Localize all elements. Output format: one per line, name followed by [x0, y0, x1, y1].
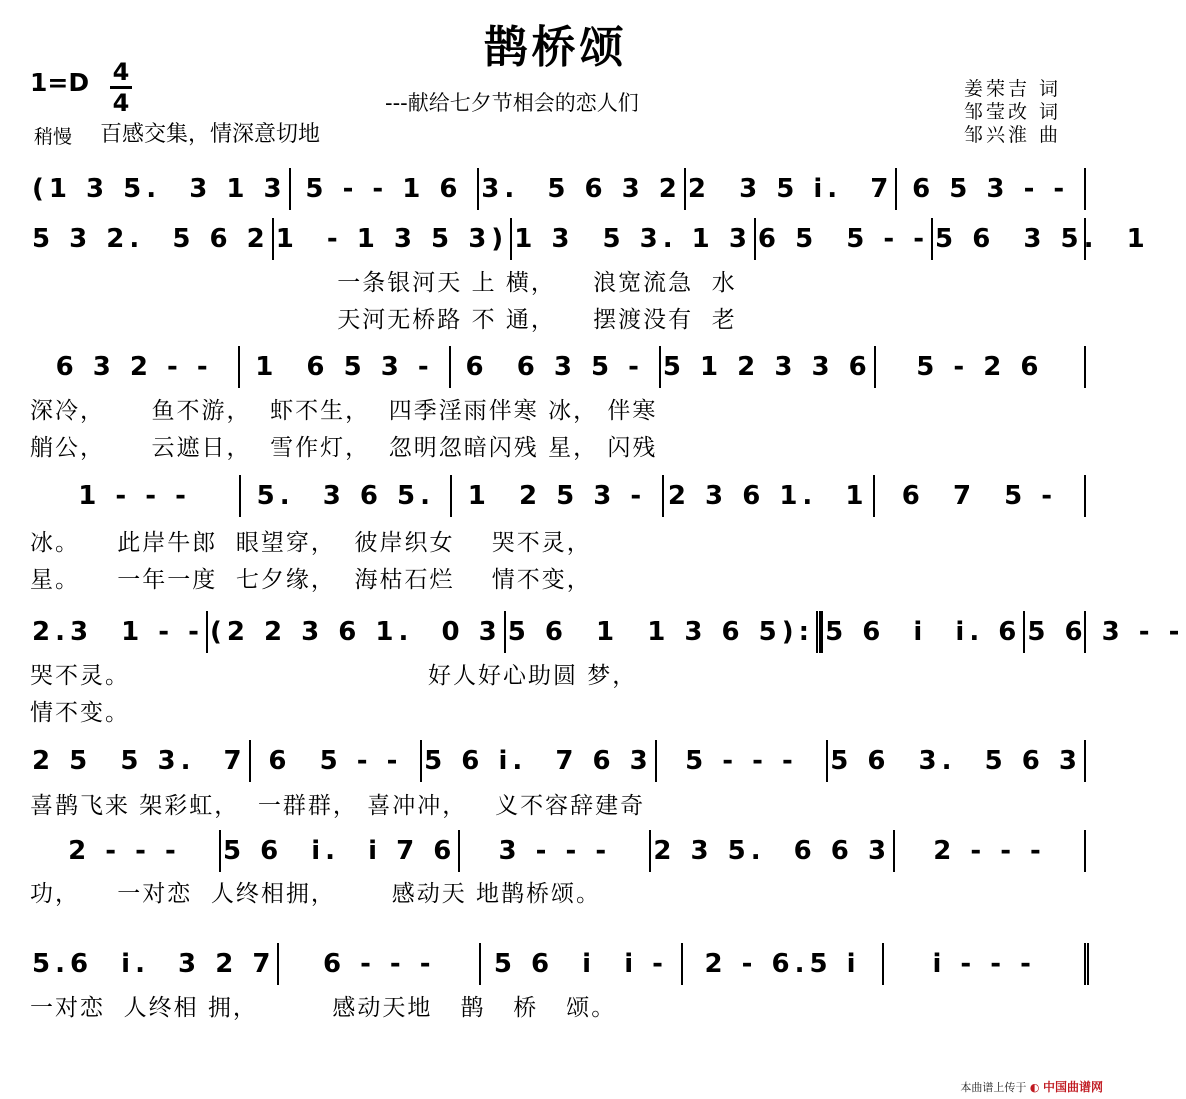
measure-notes: 6 6 3 5 - — [465, 352, 644, 382]
measure-notes: 6 - - - — [322, 949, 436, 979]
measure-notes: i - - - — [932, 949, 1036, 979]
measure-notes: 2 3 5 i. 7 — [687, 174, 894, 204]
site-logo-icon: ◐ — [1029, 1081, 1040, 1094]
key-signature: 1=D — [30, 68, 90, 97]
footer-text: 本曲谱上传于 — [960, 1081, 1027, 1094]
measure-notes: 3 - - - — [498, 836, 612, 866]
song-title: 鹊桥颂 — [483, 22, 628, 73]
measure-notes: (2 2 3 6 1. 0 3 — [209, 617, 502, 647]
measure-notes: 6 5 3 - - — [912, 174, 1070, 204]
score-line — [30, 740, 1086, 782]
tempo-marking: 稍慢 — [34, 126, 73, 148]
lyric-line: 深冷， 鱼不游， 虾不生， 四季淫雨伴寒 冰， 伴寒 — [30, 398, 658, 424]
measure-notes: 5. 3 6 5. — [256, 481, 435, 511]
measure-notes: 5 6 i. 7 6 3 — [424, 746, 653, 776]
score-line — [30, 218, 1150, 260]
score-line — [30, 168, 1086, 210]
measure — [450, 475, 661, 517]
measure — [684, 168, 895, 210]
measure — [239, 475, 450, 517]
credit-lyricist: 姜荣吉 词 — [964, 78, 1062, 100]
measure — [873, 475, 1084, 517]
measure-notes: 5 - - - — [685, 746, 798, 776]
measure — [206, 611, 504, 653]
measure — [510, 218, 754, 260]
measure-notes: 6 5 - - — [268, 746, 403, 776]
measure — [893, 830, 1084, 872]
measure — [504, 611, 821, 653]
measure — [30, 943, 277, 985]
measure — [874, 346, 1084, 388]
score-line — [30, 611, 1185, 653]
credit-lyric-editor: 邹莹改 词 — [964, 100, 1062, 123]
measure-notes: 5 6 3 5. 1 — [935, 224, 1150, 254]
lyric-line: 冰。 此岸牛郎 眼望穿， 彼岸织女 哭不灵， — [30, 530, 592, 556]
measure — [30, 346, 238, 388]
lyric-line: 功， 一对恋 人终相拥， 感动天 地鹊桥颂。 — [30, 881, 602, 907]
measure — [30, 218, 272, 260]
credit-composer: 邹兴淮 曲 — [964, 123, 1062, 146]
score-line — [30, 943, 1089, 985]
score-line — [30, 475, 1086, 517]
measure-notes: 5 6 i. i 7 6 — [222, 836, 457, 866]
measure-notes: 2 - - - — [68, 836, 181, 866]
measure — [882, 943, 1084, 985]
measure — [30, 830, 219, 872]
measure-notes: 5 - 2 6 — [916, 352, 1044, 382]
measure-notes: 2.3 1 - - — [32, 617, 204, 647]
time-signature — [110, 60, 132, 115]
measure — [30, 740, 249, 782]
measure — [662, 475, 873, 517]
lyric-line: 情不变。 — [30, 700, 130, 726]
measure-notes: 1 6 5 3 - — [255, 352, 434, 382]
site-logo-text: 中国曲谱网 — [1042, 1080, 1103, 1094]
measure-notes: 2 5 5 3. 7 — [32, 746, 247, 776]
meter-denominator: 4 — [112, 89, 130, 117]
measure — [277, 943, 479, 985]
measure — [272, 218, 510, 260]
measure-notes: 2 3 5. 6 6 3 — [653, 836, 892, 866]
measure-notes: 6 5 5 - - — [757, 224, 930, 254]
measure — [477, 168, 684, 210]
measure — [681, 943, 883, 985]
measure — [659, 346, 874, 388]
measure — [1023, 611, 1186, 653]
expression-marking: 百感交集，情深意切地 — [100, 122, 321, 147]
measure — [449, 346, 659, 388]
measure — [458, 830, 649, 872]
lyric-line: 天河无桥路 不 通， 摆渡没有 老 — [30, 307, 737, 333]
measure-notes: 5 1 2 3 3 6 — [662, 352, 872, 382]
measure-notes: 5.6 i. 3 2 7 — [32, 949, 276, 979]
measure — [30, 475, 239, 517]
measure-notes: 1 3 5 3. 1 3 — [514, 224, 752, 254]
measure-notes: 6 3 2 - - — [55, 352, 213, 382]
measure — [249, 740, 421, 782]
meter-numerator: 4 — [112, 58, 130, 86]
measure-notes: (1 3 5. 3 1 3 — [32, 174, 287, 204]
measure-notes: 5 6 1 1 3 6 5): — [507, 617, 815, 647]
measure-notes: 5 6 i i. 6 — [825, 617, 1022, 647]
measure-notes: 5 6 3. 5 6 3 — [830, 746, 1083, 776]
measure-notes: 2 - 6.5 i — [704, 949, 861, 979]
measure-notes: 2 - - - — [933, 836, 1046, 866]
measure-notes: 3. 5 6 3 2 — [481, 174, 682, 204]
measure-notes: 1 2 5 3 - — [467, 481, 647, 511]
lyric-line: 一对恋 人终相 拥， 感动天地 鹊 桥 颂。 — [30, 995, 617, 1021]
lyric-line: 喜鹊飞来 架彩虹， 一群群， 喜冲冲， 义不容辞建奇 — [30, 793, 646, 819]
measure — [821, 611, 1023, 653]
footer — [960, 1081, 1103, 1093]
score-line — [30, 346, 1086, 388]
dedication: ---献给七夕节相会的恋人们 — [385, 91, 639, 115]
lyric-line: 星。 一年一度 七夕缘， 海枯石烂 情不变， — [30, 567, 592, 593]
measure — [30, 611, 206, 653]
measure — [289, 168, 478, 210]
score-line — [30, 830, 1086, 872]
measure — [219, 830, 458, 872]
measure — [479, 943, 681, 985]
measure — [238, 346, 448, 388]
measure — [931, 218, 1152, 260]
lyric-line: 艄公， 云遮日， 雪作灯， 忽明忽暗闪残 星， 闪残 — [30, 435, 658, 461]
measure-notes: 1 - - - — [78, 481, 191, 511]
measure — [649, 830, 893, 872]
measure — [754, 218, 931, 260]
measure-notes: 1 - 1 3 5 3) — [275, 224, 509, 254]
measure-notes: 5 - - 1 6 — [305, 174, 463, 204]
measure-notes: 2 3 6 1. 1 — [667, 481, 869, 511]
measure — [826, 740, 1084, 782]
measure-notes: 5 3 2. 5 6 2 — [32, 224, 270, 254]
credits — [964, 78, 1061, 146]
measure-notes: 6 7 5 - — [901, 481, 1058, 511]
measure — [895, 168, 1084, 210]
lyric-line: 哭不灵。 好人好心助圆 梦， — [30, 663, 638, 689]
measure — [655, 740, 827, 782]
measure-notes: 5 6 3 - - — [1027, 617, 1185, 647]
measure-notes: 5 6 i i - — [493, 949, 668, 979]
measure — [420, 740, 655, 782]
measure — [30, 168, 289, 210]
lyric-line: 一条银河天 上 横， 浪宽流急 水 — [30, 270, 737, 296]
